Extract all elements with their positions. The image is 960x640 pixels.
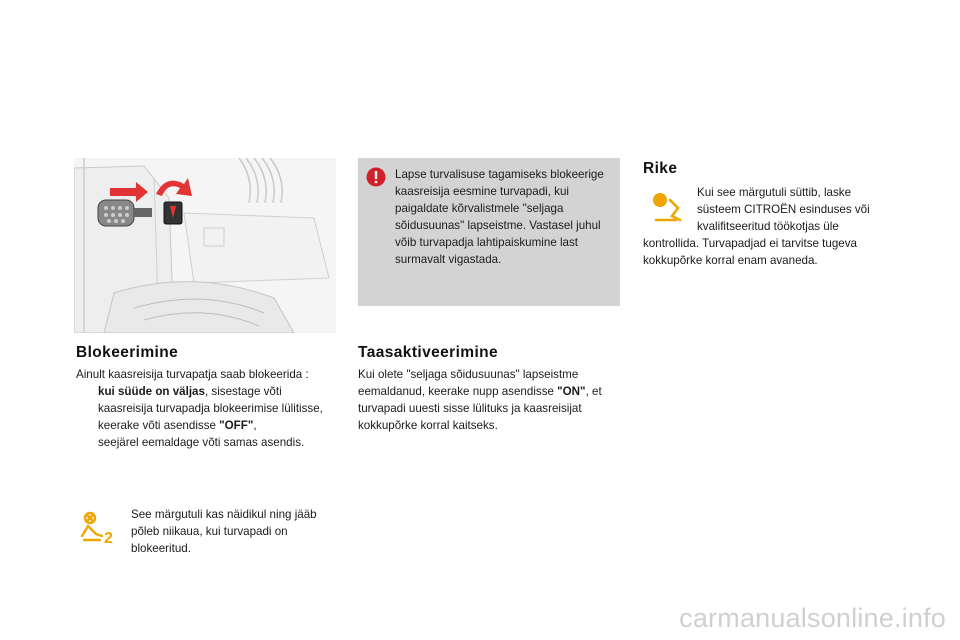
airbag-key-switch-illustration <box>74 158 336 333</box>
dashboard-drawing <box>74 158 336 333</box>
list-item: kui süüde on väljas, sisestage võti kaasreisija turvapadja blokeerimise lülitisse, <box>98 385 323 415</box>
blokeerimine-steps <box>76 383 338 451</box>
warning-text: Lapse turvalisuse tagamiseks blokeerige kaasreisija eesmine turvapadi, kui paigaldate kõrvalistmele "seljaga sõidusuunas" lapseistme. Vastasel juhul võib turvapadja lahtipaiskumine last surmavalt vigastada. <box>395 168 604 266</box>
blokeerimine-body <box>76 366 338 451</box>
rike-text-wrapper <box>643 184 875 269</box>
footer-watermark: carmanualsonline.info <box>679 603 946 633</box>
blokeerimine-intro: Ainult kaasreisija turvapatja saab blokeerida : <box>76 368 309 381</box>
blokeerimine-note: See märgutuli kas näidikul ning jääb põleb niikaua, kui turvapadi on blokeeritud. <box>131 508 317 555</box>
svg-text:2: 2 <box>104 530 113 546</box>
rike-text: Kui see märgutuli süttib, laske süsteem CITROËN esinduses või kvalifitseeritud töökotjas üle kontrollida. Turvapadjad ei tarvitse tugeva kokkupõrke korral enam avaneda. <box>643 186 870 267</box>
list-item: keerake võti asendisse "OFF", <box>98 419 257 432</box>
list-item: seejärel eemaldage võti samas asendis. <box>98 436 305 449</box>
airbag-off-warning-icon <box>78 510 118 546</box>
section-title-taasaktiveerimine: Taasaktiveerimine <box>358 344 499 361</box>
icon-spacer <box>643 184 697 234</box>
warning-exclamation-icon <box>366 167 386 187</box>
section-title-blokeerimine: Blokeerimine <box>76 344 179 361</box>
taasaktiveerimine-body: Kui olete "seljaga sõidusuunas" lapseistme eemaldanud, keerake nupp asendisse "ON", et turvapadi uuesti sisse lülituks ja kaasreisijat kokkupõrke korral kaitseks. <box>358 368 602 432</box>
section-title-rike: Rike <box>643 160 678 177</box>
